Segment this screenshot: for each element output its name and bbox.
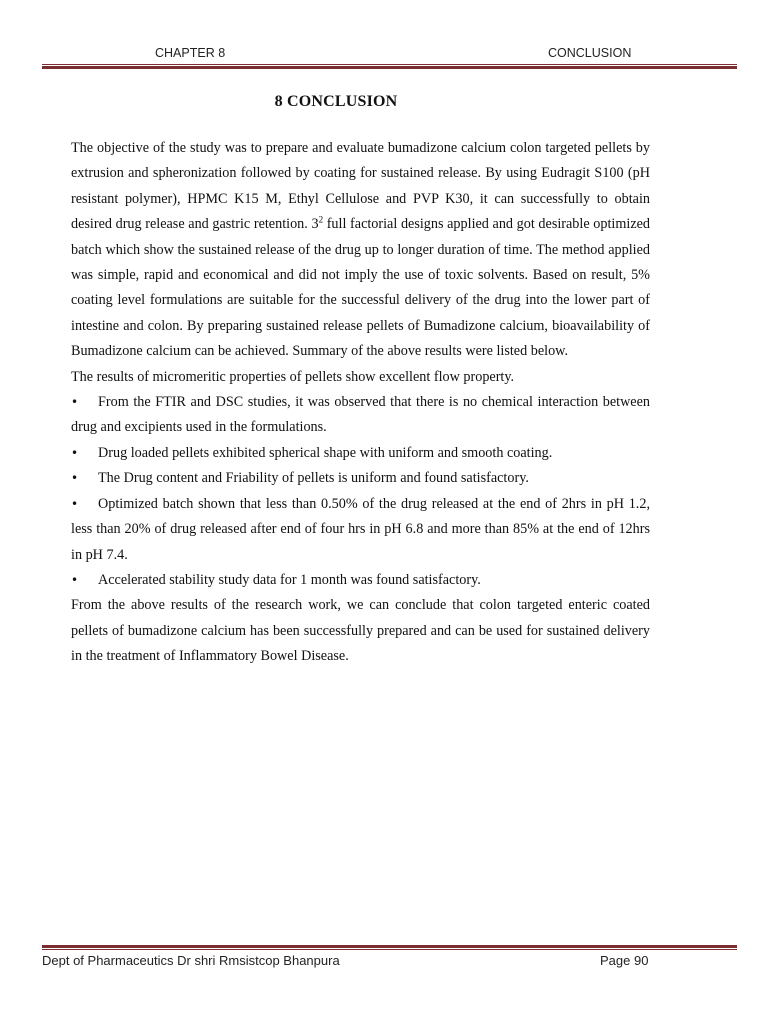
- bullet-icon: •: [71, 395, 79, 410]
- bullet-icon: •: [71, 572, 79, 587]
- paragraph-micromeritic: The results of micromeritic properties of pellets show excellent flow property.: [71, 368, 515, 385]
- page-title: 8 CONCLUSION: [274, 93, 398, 110]
- header-chapter: CHAPTER 8: [155, 46, 226, 60]
- bullet-text: Drug loaded pellets exhibited spherical shape with uniform and smooth coating.: [98, 444, 553, 461]
- superscript: 2: [318, 214, 324, 225]
- footer-department: Dept of Pharmaceutics Dr shri Rmsistcop Bhanpura: [42, 953, 340, 968]
- paragraph-objective-part2: full factorial designs applied and got desirable optimized batch which show the sustained release of the drug up to longer duration of time. The method applied was simple, rapid and economical and did not imply the use of toxic solvents. Based on result, 5% coating level formulations are suitable for the successful delivery of the drug into the lower part of intestine and colon. By preparing sustained release pellets of Bumadizone calcium, bioavailability of Bumadizone calcium can be achieved. Summary of the above results were listed below.: [71, 216, 651, 360]
- bullet-item: [71, 466, 650, 491]
- footer-rule-thick: [42, 945, 737, 948]
- bullet-text: From the FTIR and DSC studies, it was observed that there is no chemical interaction between drug and excipients used in the formulations.: [71, 394, 650, 436]
- header-rule-thick: [42, 66, 737, 69]
- bullet-item: [71, 441, 650, 466]
- bullet-text: The Drug content and Friability of pellets is uniform and found satisfactory.: [98, 470, 529, 487]
- header-section: CONCLUSION: [548, 46, 632, 60]
- bullet-item: [71, 390, 650, 441]
- header-rule-thin: [42, 64, 737, 65]
- bullet-item: [71, 492, 650, 568]
- paragraph-conclusion: From the above results of the research work, we can conclude that colon targeted enteric coated pellets of bumadizone calcium has been successfully prepared and can be used for sustained delivery in the treatment of Inflammatory Bowel Disease.: [71, 597, 650, 665]
- body-content: [71, 136, 650, 670]
- paragraph-objective: [71, 136, 650, 365]
- bullet-item: [71, 568, 650, 593]
- bullet-icon: •: [71, 496, 79, 511]
- bullet-icon: •: [71, 445, 79, 460]
- bullet-icon: •: [71, 471, 79, 486]
- paragraph-objective-part1: The objective of the study was to prepare and evaluate bumadizone calcium colon targeted pellets by extrusion and spheronization followed by coating for sustained release. By using Eudragit S100 (pH resistant polymer), HPMC K15 M, Ethyl Cellulose and PVP K30, it can successfully to obtain desired drug release and gastric retention. 3: [71, 140, 650, 233]
- bullet-text: Optimized batch shown that less than 0.50% of the drug released at the end of 2hrs in pH 1.2, less than 20% of drug released after end of four hrs in pH 6.8 and more than 85% at the end of 12hrs in pH 7.4.: [71, 495, 650, 563]
- footer-rule-thin: [42, 949, 737, 950]
- footer-page-number: Page 90: [600, 953, 649, 968]
- bullet-text: Accelerated stability study data for 1 month was found satisfactory.: [98, 571, 481, 588]
